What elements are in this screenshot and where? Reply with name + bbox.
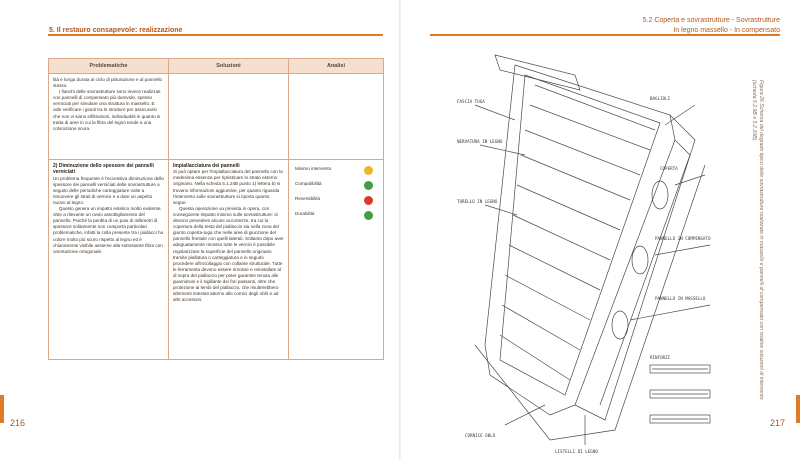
solution-cell xyxy=(169,74,289,160)
problem-cell xyxy=(49,74,169,160)
sketch-label: BAGLIOLI xyxy=(650,96,671,101)
sketch-label: NERVATURA IN LEGNO xyxy=(457,139,503,144)
chapter-heading: 5. Il restauro consapevole: realizzazione xyxy=(49,27,183,34)
section-title-line1: 5.2 Coperta e sovrastrutture - Sovrastrutture xyxy=(642,17,780,24)
analysis-label: Reversibilità xyxy=(295,196,321,201)
header-soluzioni: Soluzioni xyxy=(169,59,289,74)
problem-paragraph: I fianchi delle sovrastrutture sono invece realizzati con pannelli di compensato più durevole, spesso verniciati per simulare una struttura in massello. E utile verificare i giunti tra le strutture per assicurarsi che non vi siano infiltrazioni, individuabili in quanto si tratta di aree in cui la fibra del legno tende a una colorazione scura. xyxy=(53,89,161,131)
cabin-sketch-illustration xyxy=(455,45,740,455)
solution-paragraph: Questa operazione va prevista in opera, con conseguente impatto minimo sulle sovrastrutture: si devono prevedere alcune accortezze, tra cui la copertura della testa del piallaccio sia nella zona del giunto coperta-tuga che nelle aree di giunzione del pannello frontale con quelli laterali. Soltanto dopo aver adeguatamente rimosso tutte le vernici è possibile regolarizzare la superficie del pannello originario tramite piallatura o carteggiatura e in seguito procedere all'incollaggio con collante strutturale. Tutte le ferramenta devono essere rimosse e reinstallate al di sopra del piallaccio per poter garantire tenuta alle guarnizioni e il sigillante dei fori passanti, oltre che protezione ai lembi del piallaccio, che risulterebbero altrimenti intestati attorno alle cornici degli oblò e ad altri accessori. xyxy=(173,205,284,303)
figure-caption: Figura 26 Schema del degrado tipico delle sovrastrutture realizzate in massello e pannelli di compensato con relative soluzioni di intervento (scheda 5.2.9B e 5.2.10B). xyxy=(751,80,764,400)
analysis-label: Compatibilità xyxy=(295,181,322,186)
problem-title: 2) Diminuzione dello spessore dei pannelli verniciati xyxy=(53,163,154,176)
section-title xyxy=(643,16,780,36)
header-analisi: Analisi xyxy=(289,59,384,74)
analysis-label: Minimo intervento xyxy=(295,166,332,171)
page-edge-marker xyxy=(0,395,4,423)
sketch-label: RINFORZI xyxy=(650,355,671,360)
sketch-label: CORNICE OBLÒ xyxy=(465,433,496,438)
problem-paragraph: Un problema frequente è l'eccessiva diminuzione dello spessore dei pannelli verniciati delle sovrastrutture a seguito delle periodiche carteggiature volte a rimuovere gli strati di vernice e a dare un aspetto nuovo al legno. xyxy=(53,175,164,205)
chapter-rule xyxy=(48,34,383,36)
analysis-cell xyxy=(289,160,384,360)
table-header-row xyxy=(49,59,384,74)
solution-cell xyxy=(169,160,289,360)
sketch-label: PANNELLO IN MASSELLO xyxy=(655,296,706,301)
sketch-label: TORELLO IN LEGNO xyxy=(457,199,498,204)
analysis-cell xyxy=(289,74,384,160)
problem-paragraph: lità e lunga durata al ciclo di pitturazione e al pannello stesso. xyxy=(53,77,163,89)
analysis-item-compatibilita xyxy=(295,181,373,190)
problem-paragraph: Questo genera un impatto estetico molto evidente, oltre a rilevante un ovvio assottigliamento del pannello. Poiché la perdita di un paio di millimetri di spessore solitamente non comporta particolari problematiche, infatti la colla presente tra i piallacci ha colore molto più scuro rispetto al legno ed è chiaramente visibile assieme alla sottostante fibra con orientazione ortogonale. xyxy=(53,206,164,254)
problem-cell xyxy=(49,160,169,360)
rating-dot-icon xyxy=(364,166,373,175)
analysis-table xyxy=(48,58,384,360)
analysis-item-minimo-intervento xyxy=(295,166,373,175)
rating-dot-icon xyxy=(364,196,373,205)
analysis-item-durabilita xyxy=(295,211,373,220)
section-title-line2: In legno massello - In compensato xyxy=(673,27,780,34)
header-problematiche: Problematiche xyxy=(49,59,169,74)
solution-title: Impiallacciatura dei pannelli xyxy=(173,163,240,169)
analysis-item-reversibilita xyxy=(295,196,373,205)
page-edge-marker xyxy=(796,395,800,423)
table-row xyxy=(49,74,384,160)
solution-paragraph: Si può optare per l'impiallacciatura del pannello con la medesima essenza per ripristinare lo strato esterno originario. Nella scheda 5.1.24B punto 1) lettera b) si trovano informazioni aggiuntive, per quanto riguarda l'intervento sulle sovrastrutture si riporta quanto segue. xyxy=(173,169,283,205)
page-number-right: 217 xyxy=(770,418,786,428)
sketch-label: COPERTA xyxy=(660,166,678,171)
sketch-label: LISTELLI DI LEGNO xyxy=(555,449,598,454)
book-gutter xyxy=(399,0,401,460)
rating-dot-icon xyxy=(364,211,373,220)
sketch-label: PANNELLO IN COMPENSATO xyxy=(655,236,711,241)
page-number-left: 216 xyxy=(10,418,26,428)
analysis-label: Durabilità xyxy=(295,211,315,216)
rating-dot-icon xyxy=(364,181,373,190)
table-row xyxy=(49,160,384,360)
sketch-label: FASCIA TUGA xyxy=(457,99,485,104)
